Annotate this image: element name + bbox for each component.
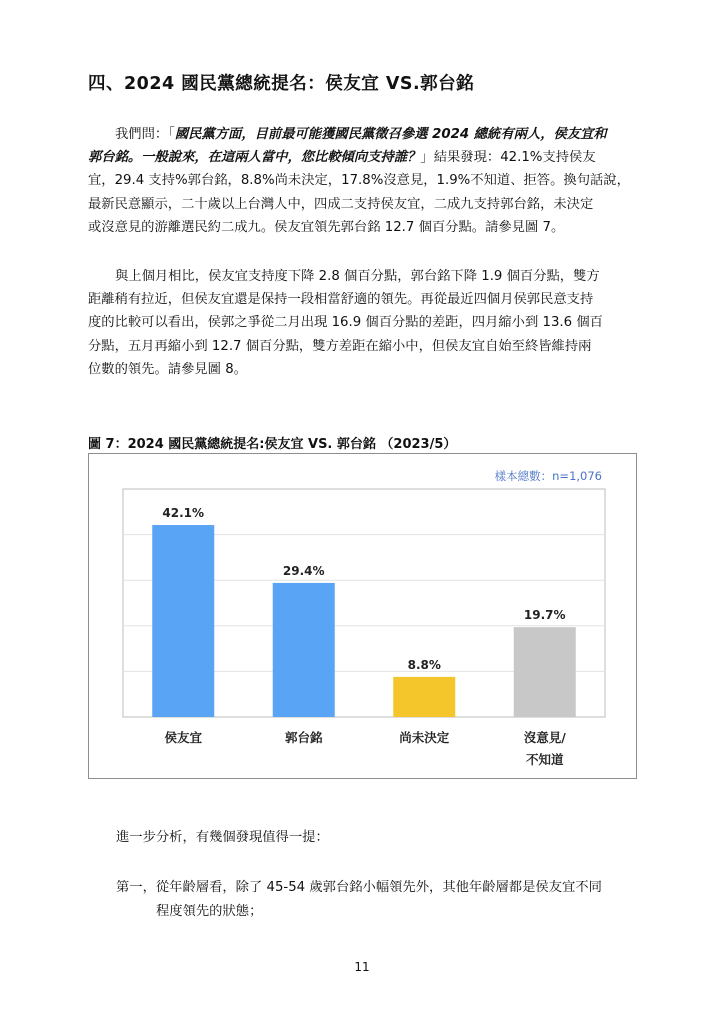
section-heading: 四、2024 國民黨總統提名：侯友宜 VS.郭台銘 [88, 74, 475, 94]
bar [152, 525, 214, 717]
paragraph-comparison [88, 265, 648, 381]
survey-question-part1: 國民黨方面，目前最可能獲國民黨徵召參選 2024 總統有兩人，侯友宜和 [174, 127, 607, 142]
paragraph-line: 與上個月相比，侯友宜支持度下降 2.8 個百分點，郭台銘下降 1.9 個百分點，雙方 [115, 269, 600, 284]
category-label: 侯友宜 [164, 730, 203, 745]
chart-frame [88, 453, 637, 779]
sample-size-note: 樣本總數：n=1,076 [494, 469, 602, 483]
finding-line: 第一，從年齡層看，除了 45-54 歲郭台銘小幅領先外，其他年齡層都是侯友宜不同 [116, 880, 602, 895]
paragraph-line: 位數的領先。請參見圖 8。 [88, 361, 247, 377]
data-label: 8.8% [407, 657, 441, 672]
figure-caption: 圖 7：2024 國民黨總統提名:侯友宜 VS. 郭台銘 （2023/5） [88, 437, 457, 452]
page-number: 11 [354, 960, 370, 974]
bar [273, 583, 335, 717]
category-label: 沒意見/ [523, 730, 566, 745]
data-label: 19.7% [523, 608, 566, 623]
paragraph-line: 或沒意見的游離選民約二成九。侯友宜領先郭台銘 12.7 個百分點。請參見圖 7。 [88, 219, 565, 235]
bar [514, 627, 576, 717]
paragraph-line: 距離稍有拉近，但侯友宜還是保持一段相當舒適的領先。再從最近四個月侯郭民意支持 [88, 292, 594, 308]
category-label: 尚未決定 [399, 730, 450, 745]
finding-line: 程度領先的狀態； [156, 903, 263, 919]
data-label: 29.4% [282, 563, 325, 578]
category-label: 不知道 [525, 752, 564, 767]
intro-text: 我們問：「 [115, 127, 175, 142]
paragraph-line: 宜，29.4 支持%郭台銘，8.8%尚未決定，17.8%沒意見，1.9%不知道、拒答。換句話說， [88, 173, 630, 189]
paragraph-line: 最新民意顯示，二十歲以上台灣人中，四成二支持侯友宜，二成九支持郭台銘，未決定 [88, 196, 594, 212]
data-label: 42.1% [162, 506, 205, 521]
bar [393, 677, 455, 717]
results-text: 」結果發現：42.1%支持侯友 [420, 150, 596, 166]
finding-point-1 [116, 876, 646, 923]
paragraph-results [88, 123, 648, 239]
bar-chart [89, 454, 636, 778]
paragraph-line: 度的比較可以看出，侯郭之爭從二月出現 16.9 個百分點的差距，四月縮小到 13.6 個百 [88, 315, 603, 331]
paragraph-line: 分點，五月再縮小到 12.7 個百分點，雙方差距在縮小中，但侯友宜自始至終皆維持兩 [88, 338, 592, 354]
category-label: 郭台銘 [284, 730, 323, 745]
analysis-intro: 進一步分析，有幾個發現值得一提： [116, 830, 329, 845]
survey-question-part2: 郭台銘。一般說來，在這兩人當中，您比較傾向支持誰？ [88, 150, 421, 166]
